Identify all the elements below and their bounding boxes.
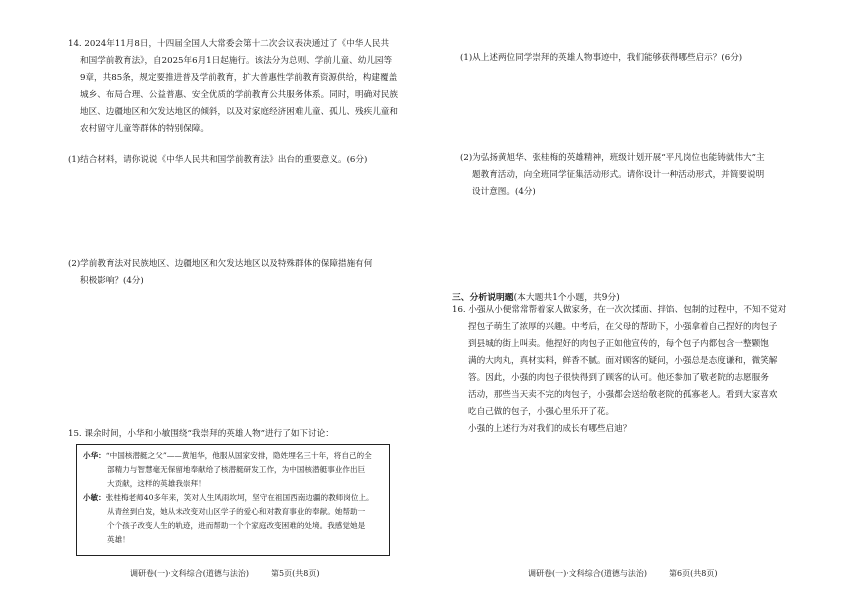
- dialog-line: 个个孩子改变人生的轨迹，进而帮助一个个家庭改变困难的处境。我感觉她是: [107, 521, 366, 530]
- q14-line: 地区、边疆地区和欠发达地区的倾斜，以及对家庭经济困难儿童、孤儿、残疾儿童和: [80, 107, 398, 117]
- q14-sub-question-2: [68, 256, 418, 290]
- speaker-label: 小敏：: [83, 493, 106, 502]
- q14-line: 9章，共85条，规定要推进普及学前教育，扩大普惠性学前教育资源供给，构建覆盖: [80, 73, 398, 83]
- q16-question: 小强的上述行为对我们的成长有哪些启迪？: [468, 424, 632, 434]
- dialog-entry-xiaomin: [83, 491, 383, 547]
- footer-page-number: 第5页(共8页): [271, 569, 320, 578]
- q14-line: 城乡、布局合理、公益普惠、安全优质的学前教育公共服务体系。同时，明确对民族: [80, 90, 398, 100]
- q15-sub1-text: (1)从上述两位同学崇拜的英雄人物事迹中，我们能够获得哪些启示？(6分): [460, 53, 743, 63]
- q16-line: 答。因此，小强的肉包子很快得到了顾客的认可。他还参加了敬老院的志愿服务: [468, 373, 769, 383]
- q16-line: 捏包子萌生了浓厚的兴趣。中考后，在父母的帮助下，小强拿着自己捏好的肉包子: [468, 322, 778, 332]
- q15-dialog-box: [76, 444, 390, 556]
- question-16-material: [452, 302, 847, 438]
- q15-sub-question-2: [460, 150, 840, 201]
- footer-exam-title: 调研卷(一)·文科综合(道德与法治): [528, 569, 648, 578]
- q14-line: 农村留守儿童等群体的特别保障。: [80, 124, 209, 134]
- q16-line: 16. 小强从小便常常帮着家人做家务，在一次次揉面、拌馅、包制的过程中，不知不觉对: [452, 305, 787, 315]
- question-14-material: [68, 36, 418, 138]
- q16-line: 到县城的街上叫卖。他捏好的肉包子正如他宣传的，每个包子内都包含一整颗饱: [468, 339, 769, 349]
- q14-sub2-line: 积极影响？(4分): [80, 276, 144, 286]
- footer-exam-title: 调研卷(一)·文科综合(道德与法治): [130, 569, 250, 578]
- question-15-intro: [68, 426, 418, 443]
- exam-page-6: [430, 0, 860, 609]
- speaker-label: 小华：: [83, 451, 106, 460]
- section-3-title: 三、分析说明题: [452, 293, 514, 303]
- q15-intro-text: 15. 课余时间，小华和小敏围绕“我崇拜的英雄人物”进行了如下讨论：: [68, 429, 334, 439]
- q14-sub2-line: (2)学前教育法对民族地区、边疆地区和欠发达地区以及特殊群体的保障措施有何: [68, 259, 373, 269]
- page-footer-6: [528, 568, 717, 579]
- page-footer-5: [130, 568, 319, 579]
- dialog-line: “中国核潜艇之父”——黄旭华，他服从国家安排，隐姓埋名三十年，将自己的全: [105, 451, 372, 460]
- dialog-line: 从青丝到白发，她从未改变对山区学子的爱心和对教育事业的奉献。她帮助一: [107, 507, 366, 516]
- footer-page-number: 第6页(共8页): [669, 569, 718, 578]
- q15-sub-question-1: [460, 50, 840, 67]
- q16-line: 吃自己做的包子，小强心里乐开了花。: [468, 407, 615, 417]
- q14-sub-question-1: [68, 152, 418, 169]
- q15-sub2-line: (2)为弘扬黄旭华、张桂梅的英雄精神，班级计划开展“平凡岗位也能铸就伟大”主: [460, 153, 765, 163]
- q14-line: 和国学前教育法》，自2025年6月1日起施行。该法分为总则、学前儿童、幼儿园等: [80, 56, 393, 66]
- dialog-line: 大贡献，这样的英雄我崇拜！: [107, 479, 206, 488]
- dialog-line: 英雄！: [107, 535, 130, 544]
- q14-sub1-text: (1)结合材料，请你说说《中华人民共和国学前教育法》出台的重要意义。(6分): [68, 155, 368, 165]
- section-3-note: (本大题共1个小题，共9分): [513, 293, 620, 303]
- dialog-entry-xiaohua: [83, 449, 383, 491]
- dialog-line: 张桂梅老师40多年来，笑对人生风雨坎坷，坚守在祖国西南边疆的教师岗位上。: [105, 493, 374, 502]
- dialog-line: 部精力与智慧毫无保留地奉献给了核潜艇研发工作，为中国核潜艇事业作出巨: [107, 465, 366, 474]
- q15-sub2-line: 设计意图。(4分): [472, 187, 536, 197]
- q15-sub2-line: 题教育活动，向全班同学征集活动形式。请你设计一种活动形式，并简要说明: [472, 170, 765, 180]
- q14-line: 14. 2024年11月8日，十四届全国人大常委会第十二次会议表决通过了《中华人民共: [68, 39, 390, 49]
- q16-line: 活动，那些当天卖不完的肉包子，小强都会送给敬老院的孤寡老人。看到大家喜欢: [468, 390, 778, 400]
- q16-line: 满的大肉丸，真材实料，鲜香不腻。面对顾客的疑问，小强总是态度谦和，微笑解: [468, 356, 778, 366]
